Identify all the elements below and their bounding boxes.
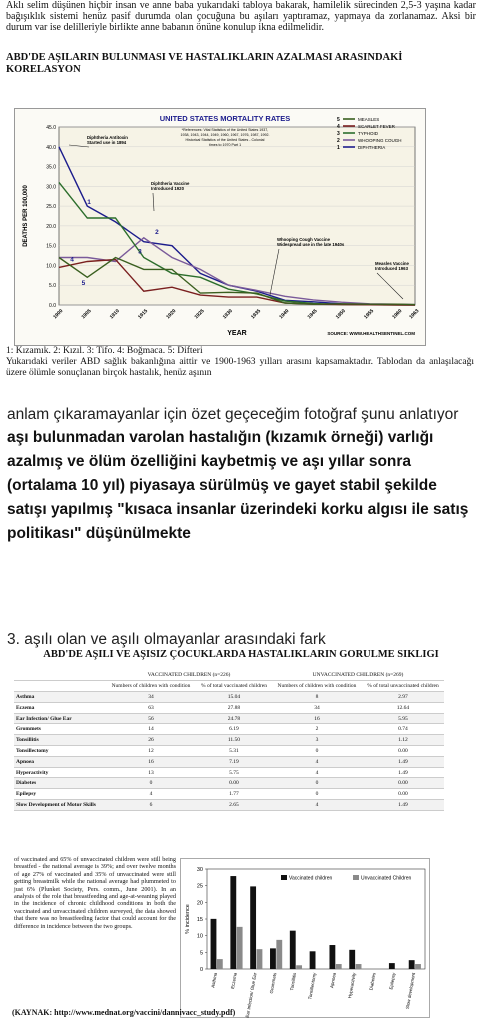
- table-cell: 0.00: [362, 746, 444, 757]
- study-source: (KAYNAK: http://www.mednat.org/vaccini/dannivacc_study.pdf): [12, 1008, 236, 1017]
- legend-label: MEASLES: [358, 117, 380, 122]
- table-row: [14, 756, 444, 767]
- table-cell: 1.12: [362, 735, 444, 746]
- table-row-label: Diabetes: [14, 778, 106, 789]
- table-cell: 1.49: [362, 756, 444, 767]
- table-cell: 4: [272, 767, 362, 778]
- table-row-label: Ear Infection/ Glue Ear: [14, 713, 106, 724]
- bar-vaccinated: [250, 886, 256, 969]
- table-cell: 4: [272, 800, 362, 811]
- y-tick-label: 45.0: [46, 125, 56, 131]
- incidence-bar-chart-svg: [181, 859, 431, 1019]
- bar-vaccinated: [349, 950, 355, 969]
- x-tick-label: 1963: [408, 308, 421, 321]
- table-cell: 27.88: [196, 702, 272, 713]
- unvacc-header: UNVACCINATED CHILDREN (n=269): [272, 670, 444, 681]
- table-cell: 0.74: [362, 724, 444, 735]
- study-heading: ABD'DE AŞILI VE AŞISIZ ÇOCUKLARDA HASTALIKLARIN GORULME SIKLIGI: [43, 649, 439, 660]
- chart-subtitle-line: 1938, 1943, 1944, 1949, 1960, 1967, 1976, 1987, 1992.: [180, 133, 270, 137]
- x-tick-label: 1900: [52, 308, 65, 321]
- table-cell: 5.95: [362, 713, 444, 724]
- x-tick-label: 1910: [108, 308, 121, 321]
- table-cell: 5.75: [196, 767, 272, 778]
- table-cell: 4: [106, 789, 196, 800]
- table-cell: 0.00: [362, 789, 444, 800]
- chart-annotation-line: Introduced 1963: [375, 266, 408, 271]
- legend-number: 4: [337, 124, 340, 130]
- article-scan-top: [6, 0, 476, 403]
- series-number-label: 5: [81, 280, 86, 288]
- x-category-label: Tonsillitis: [289, 972, 298, 991]
- chart-subtitle-line: *References: Vital Statistics of the United States 1937,: [181, 128, 269, 132]
- y-tick-label: 20: [196, 900, 203, 907]
- x-tick-label: 1960: [391, 308, 404, 321]
- legend-number: 1: [337, 145, 340, 151]
- table-cell: 0.00: [362, 778, 444, 789]
- chart-subtitle-line: times to 1970 Part 1: [208, 143, 242, 147]
- y-tick-label: 15: [196, 917, 203, 923]
- table-row: [14, 767, 444, 778]
- table-cell: 3: [272, 735, 362, 746]
- col-b-header: % of total vaccinated children: [196, 681, 272, 692]
- y-tick-label: 10: [196, 933, 203, 940]
- vacc-header: VACCINATED CHILDREN (n=226): [106, 670, 272, 681]
- study-body-text: of vaccinated and 65% of unvaccinated children were still being breastfed - the national average is 39%; and over twelve months of age 27% of vaccinated and 35% of unvaccinated were still getting breastmilk while the national average had plummeted to just 6% (Plunket Society, Pers. comm., June 2001). In an analysis of the role that breastfeeding and age-at-weaning played in the incidence of chronic childhood conditions in both the vaccinated and unvaccinated children surveyed, the data showed that there was no breastfeeding factor that could account for the difference in incidence between the two groups.: [14, 856, 176, 930]
- table-cell: 0: [106, 778, 196, 789]
- table-row-label: Apnoea: [14, 756, 106, 767]
- table-cell: 2.97: [362, 692, 444, 703]
- incidence-bar-chart: [180, 858, 430, 1018]
- chart-caption-legend: 1: Kızamık. 2: Kızıl. 3: Tifo. 4: Boğmaca. 5: Difteri: [6, 346, 203, 356]
- table-row: [14, 724, 444, 735]
- chart-annotation: [375, 261, 410, 271]
- chart-annotation-line: Whooping Cough Vaccine: [277, 237, 330, 242]
- x-tick-label: 1950: [334, 308, 347, 321]
- table-cell: 12: [106, 746, 196, 757]
- table-corner: [14, 670, 106, 681]
- table-cell: 13: [106, 767, 196, 778]
- x-tick-label: 1930: [221, 308, 234, 321]
- legend-label: WHOOPING COUGH: [358, 138, 402, 143]
- series-number-label: 2: [155, 228, 159, 236]
- bar-vaccinated: [409, 960, 415, 969]
- y-tick-label: 25.0: [46, 204, 56, 211]
- y-tick-label: 5: [199, 950, 203, 957]
- table-row: [14, 800, 444, 811]
- y-tick-label: 30.0: [46, 184, 56, 191]
- chart-title: UNITED STATES MORTALITY RATES: [159, 114, 291, 123]
- bar-vaccinated: [329, 945, 335, 969]
- table-cell: 26: [106, 735, 196, 746]
- col-a-header: Numbers of children with condition: [106, 681, 196, 692]
- mortality-chart: [14, 108, 426, 346]
- table-cell: 0: [272, 789, 362, 800]
- series-number-label: 3: [138, 248, 142, 256]
- x-category-label: Tonsillectomy: [307, 972, 317, 1000]
- series-number-label: 4: [70, 256, 74, 264]
- table-cell: 1.77: [196, 789, 272, 800]
- chart-subtitle-line: Historical Statistics of the United States - Colonial: [185, 138, 265, 142]
- legend-label: TYPHOID: [358, 131, 379, 136]
- table-cell: 15.04: [196, 692, 272, 703]
- table-cell: 0: [272, 746, 362, 757]
- table-row-label: Tonsillitis: [14, 735, 106, 746]
- chart-source: SOURCE: WWW.HEALTHSENTINEL.COM: [327, 331, 415, 336]
- study-scan: [6, 648, 476, 1024]
- table-row-label: Eczema: [14, 702, 106, 713]
- table-cell: 6.19: [196, 724, 272, 735]
- bar-unvaccinated: [217, 959, 223, 969]
- chart-caption: [6, 346, 474, 379]
- table-cell: 0: [272, 778, 362, 789]
- x-category-label: Asthma: [210, 972, 218, 989]
- table-cell: 56: [106, 713, 196, 724]
- series-number-label: 1: [87, 199, 91, 207]
- post-lead-text: anlam çıkaramayanlar için özet geçeceğim fotoğraf şunu anlatıyor: [7, 406, 459, 423]
- table-cell: 1.49: [362, 767, 444, 778]
- bar-unvaccinated: [257, 949, 263, 969]
- y-tick-label: 25: [196, 883, 203, 890]
- bar-vaccinated: [270, 948, 276, 969]
- table-cell: 8: [272, 692, 362, 703]
- x-tick-label: 1915: [137, 308, 150, 321]
- table-cell: 1.49: [362, 800, 444, 811]
- article-heading: ABD'DE AŞILARIN BULUNMASI VE HASTALIKLARIN AZALMASI ARASINDAKİ KORELASYON: [6, 51, 403, 75]
- y-tick-label: 15.0: [46, 243, 56, 250]
- table-cell: 0.00: [196, 778, 272, 789]
- y-axis-label: DEATHS PER 100,000: [23, 185, 29, 247]
- x-tick-label: 1925: [193, 308, 206, 321]
- section-3-title: 3. aşılı olan ve aşılı olmayanlar arasındaki fark: [7, 631, 326, 648]
- x-category-label: Diabetes: [368, 972, 377, 991]
- bar-vaccinated: [290, 931, 296, 969]
- legend-label: DIPHTHERIA: [358, 145, 386, 150]
- chart-annotation: [87, 135, 128, 145]
- x-tick-label: 1940: [278, 308, 291, 321]
- legend-number: 2: [337, 138, 340, 144]
- table-cell: 2: [272, 724, 362, 735]
- post-bold-text: aşı bulunmadan varolan hastalığın (kızamık örneği) varlığı azalmış ve ölüm özelliğini kaybetmiş ve aşı yıllar sonra (ortalama 10 yıl) piyasaya sürülmüş ve gayet stabil şekilde satışı yapılmış "kısaca insanlar üzerindeki korku algısı ile satış politikası" düşünülmekte: [7, 429, 469, 542]
- table-row: [14, 702, 444, 713]
- table-row-label: Hyperactivity: [14, 767, 106, 778]
- legend-label: Unvaccinated Children: [361, 875, 412, 882]
- y-tick-label: 20.0: [46, 223, 56, 230]
- y-tick-label: 40.0: [46, 144, 56, 151]
- table-cell: 16: [272, 713, 362, 724]
- bar-unvaccinated: [356, 964, 362, 969]
- legend-swatch: [281, 875, 287, 880]
- chart-annotation-line: Started use in 1894: [87, 140, 127, 145]
- table-cell: 11.50: [196, 735, 272, 746]
- x-tick-label: 1920: [165, 308, 178, 321]
- chart-annotation-line: Introduced 1920: [151, 186, 184, 191]
- x-tick-label: 1905: [80, 308, 93, 321]
- mortality-chart-svg: [15, 109, 427, 347]
- x-tick-label: 1955: [363, 308, 376, 321]
- chart-annotation-line: Diphtheria Vaccine: [151, 181, 190, 186]
- legend-label: Vaccinated children: [289, 875, 333, 882]
- table-cell: 63: [106, 702, 196, 713]
- bar-vaccinated: [211, 919, 217, 969]
- table-cell: 5.31: [196, 746, 272, 757]
- bar-unvaccinated: [296, 965, 302, 969]
- legend-number: 5: [337, 117, 340, 123]
- table-cell: 34: [106, 692, 196, 703]
- x-category-label: Epilepsy: [388, 972, 397, 990]
- legend-number: 3: [337, 131, 340, 137]
- table-label-col: [14, 681, 106, 692]
- y-tick-label: 5.0: [49, 283, 56, 290]
- x-category-label: Slow development: [404, 972, 417, 1010]
- table-row: [14, 713, 444, 724]
- table-row-label: Asthma: [14, 692, 106, 703]
- x-axis-label: YEAR: [227, 330, 247, 337]
- y-tick-label: 35.0: [46, 164, 56, 171]
- table-cell: 24.78: [196, 713, 272, 724]
- table-row: [14, 692, 444, 703]
- bar-vaccinated: [230, 876, 236, 969]
- chart-annotation-line: Diphtheria Antitoxin: [87, 135, 128, 140]
- legend-label: SCARLET FEVER: [358, 124, 395, 129]
- table-row-label: Slow Development of Motor Skills: [14, 800, 106, 811]
- y-axis-label: % incidence: [185, 904, 191, 934]
- chart-annotation-line: Widespread use in the late 1940s: [277, 242, 345, 247]
- x-category-label: Eczema: [229, 972, 238, 990]
- y-tick-label: 0: [199, 967, 203, 973]
- table-row-label: Tonsillectomy: [14, 746, 106, 757]
- plot-area: [59, 127, 415, 305]
- table-cell: 2.65: [196, 800, 272, 811]
- table-row-label: Epilepsy: [14, 789, 106, 800]
- x-tick-label: 1945: [306, 308, 319, 321]
- table-row: [14, 789, 444, 800]
- table-cell: 14: [106, 724, 196, 735]
- x-category-label: Hyperactivity: [347, 972, 357, 999]
- x-category-label: Apnoea: [329, 972, 337, 989]
- x-tick-label: 1935: [250, 308, 263, 321]
- bar-unvaccinated: [237, 927, 243, 969]
- chart-caption-text: Yukarıdaki veriler ABD sağlık bakanlığına aittir ve 1900-1963 yılları arasını kapsamaktadır. Tablodan da anlaşılacağı üzere ölümle sonuçlanan birçok hastalık, henüz aşının: [6, 357, 474, 378]
- bar-vaccinated: [389, 963, 395, 969]
- table-cell: 7.19: [196, 756, 272, 767]
- table-cell: 6: [106, 800, 196, 811]
- y-tick-label: 0.0: [49, 303, 56, 309]
- bar-unvaccinated: [276, 940, 282, 969]
- table-cell: 12.64: [362, 702, 444, 713]
- post-text: [7, 404, 477, 546]
- table-row: [14, 735, 444, 746]
- bar-vaccinated: [310, 951, 316, 969]
- col-d-header: % of total unvaccinated children: [362, 681, 444, 692]
- x-category-label: Grommets: [268, 972, 278, 994]
- bar-unvaccinated: [415, 964, 421, 969]
- study-table: [14, 670, 444, 811]
- table-row: [14, 778, 444, 789]
- table-row: [14, 746, 444, 757]
- x-category-label: Ear Infection/ Glue Ear: [244, 972, 258, 1019]
- bar-unvaccinated: [336, 964, 342, 969]
- y-tick-label: 10.0: [46, 263, 56, 270]
- table-cell: 34: [272, 702, 362, 713]
- col-c-header: Numbers of children with condition: [272, 681, 362, 692]
- y-tick-label: 30: [196, 867, 203, 873]
- article-paragraph: Aklı selim düşünen hiçbir insan ve anne baba yukarıdaki tabloya bakarak, hamilelik sürecinden 2,5-3 yaşına kadar bağışıklık sistemi henüz pasif durumda olan çocuğuna bu aşıları yaptıramaz, yapmaya da zorlanamaz. Aksi bir durum var ise delilleriyle birlikte anne babanın önüne konulup ikna edilmelidir.: [6, 0, 476, 34]
- table-cell: 16: [106, 756, 196, 767]
- table-row-label: Grommets: [14, 724, 106, 735]
- table-cell: 4: [272, 756, 362, 767]
- legend-swatch: [353, 875, 359, 880]
- chart-annotation-line: Measles Vaccine: [375, 261, 409, 266]
